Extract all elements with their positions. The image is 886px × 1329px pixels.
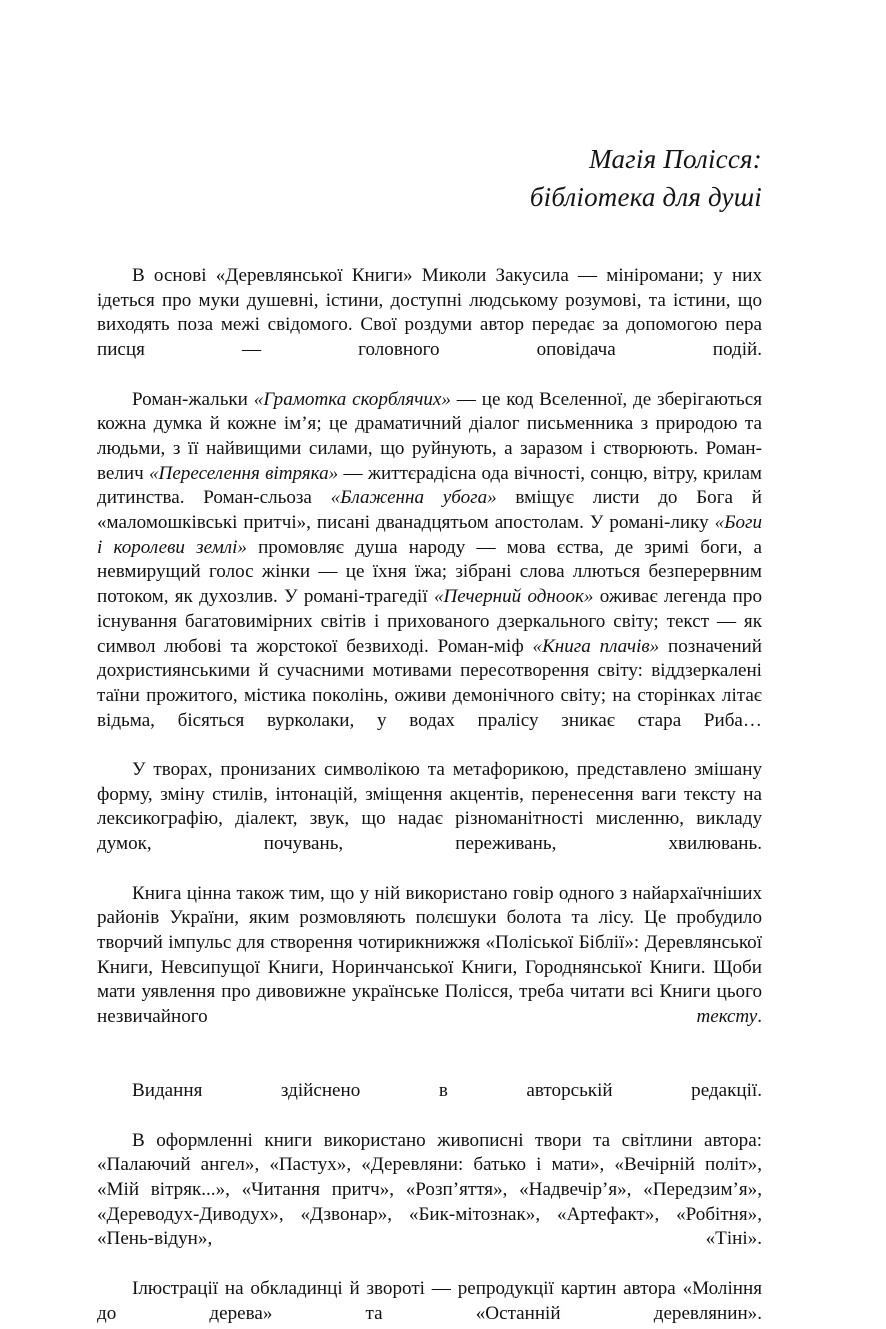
book-title-knyha-plachiv: «Книга плачів» [532, 635, 660, 657]
novels-seg-1: Роман-жальки [132, 388, 254, 410]
novels-seg-3: — життєрадісна ода вічності, сонцю, вітру, крилам дитинства. Роман-сльоза [97, 462, 762, 509]
artworks-text: В оформленні книги використано живописні твори та світлини автора: «Палаючий ангел», «Пастух», «Деревляни: батько і мати», «Вечірній політ», «Мій вітряк...», «Читання притч», «Розп’яття», «Надвечір’я», «Передзим’я», «Дереводух-Диводух», «Дзвонар», «Бик-мітознак», «Артефакт», «Робітня», «Пень-відун», «Тіні». [97, 1129, 762, 1250]
paragraph-intro [97, 264, 762, 388]
book-title-pereselennia: «Переселення вітряка» [148, 462, 339, 484]
page-title-line-1: Магія Полісся: [589, 144, 762, 174]
paragraph-artworks [97, 1129, 762, 1277]
book-title-blazhenna: «Блаженна убога» [330, 487, 497, 509]
paragraph-cover-credits [97, 1277, 762, 1329]
novels-seg-5: промовляє душа народу — мова єства, де зримі боги, а невмирущий голос жінки — це їхня їжа; зібрані слова ллються безперервним потоком, як духозлив. У романі-трагедії [97, 536, 762, 608]
novels-seg-6: оживає легенда про існування багатовимірних світів і прихованого дзеркального світу; текст — як символ любові та жорстокої безвиході. Роман-міф [97, 586, 762, 657]
paragraph-edition-note [97, 1079, 762, 1128]
book-title-hramotka: «Грамотка скорблячих» [253, 388, 451, 410]
paragraph-style-text: У творах, пронизаних символікою та метафорикою, представлено змішану форму, зміну стилів, інтонацій, зміщення акцентів, перенесення ваги тексту на лексикографію, діалект, звук, що надає різноманітності мисленню, викладу думок, почувань, переживань, хвилювань. [97, 759, 762, 855]
paragraph-dialect [97, 882, 762, 1055]
novels-seg-4: вміщує листи до Бога й «маломошківські притчі», писані дванадцятьом апостолам. У романі-лику [97, 487, 762, 534]
page-title-line-2: бібліотека для душі [529, 182, 762, 212]
novels-seg-7: позначений дохристиянськими й сучасними мотивами пересотворення світу: віддзеркалені таїни прожитого, містика поколінь, оживи демонічного світу; на сторінках літає відьма, бісяться вурколаки, у водах пралісу зникає стара Риба… [97, 635, 762, 731]
page-title [97, 140, 762, 216]
book-title-pechernyi: «Печерний одноок» [433, 586, 594, 608]
book-title-bohy: «Боги і королеви землі» [97, 512, 762, 558]
text-column [97, 0, 762, 1329]
paragraph-novels [97, 388, 762, 759]
paragraph-style [97, 758, 762, 882]
cover-credits-text: Ілюстрації на обкладинці й звороті — репродукції картин автора «Моління до дерева» та «Останній деревлянин». [97, 1277, 762, 1324]
novels-seg-2: — це код Вселенної, де зберігаються кожна думка й кожне ім’я; це драматичний діалог письменника з природою та людьми, з її найвищими силами, що руйнують, а заразом і створюють. Роман-велич [97, 388, 763, 484]
body-text [97, 264, 762, 1329]
word-tekstu: тексту [696, 1006, 758, 1028]
dialect-seg-1: Книга цінна також тим, що у ній використано говір одного з найархаїчніших районів України, яким розмовляють полєшуки болота та лісу. Це пробудило творчий імпульс для створення чотирикнижжя «Поліської Біблії»: Деревлянської Книги, Невсипущої Книги, Норинчанської Книги, Городнянської Книги. Щоби мати уявлення про дивовижне українське Полісся, треба читати всі Книги цього незвичайного [97, 882, 762, 1028]
paragraph-intro-text: В основі «Деревлянської Книги» Миколи Закусила — мініромани; у них ідеться про муки душевні, істини, доступні людському розумові, та істини, що виходять поза межі свідомого. Свої роздуми автор передає за допомогою пера писця — головного оповідача подій. [97, 265, 762, 361]
edition-note-text: Видання здійснено в авторській редакції. [132, 1080, 762, 1102]
dialect-seg-2: . [757, 1006, 762, 1028]
